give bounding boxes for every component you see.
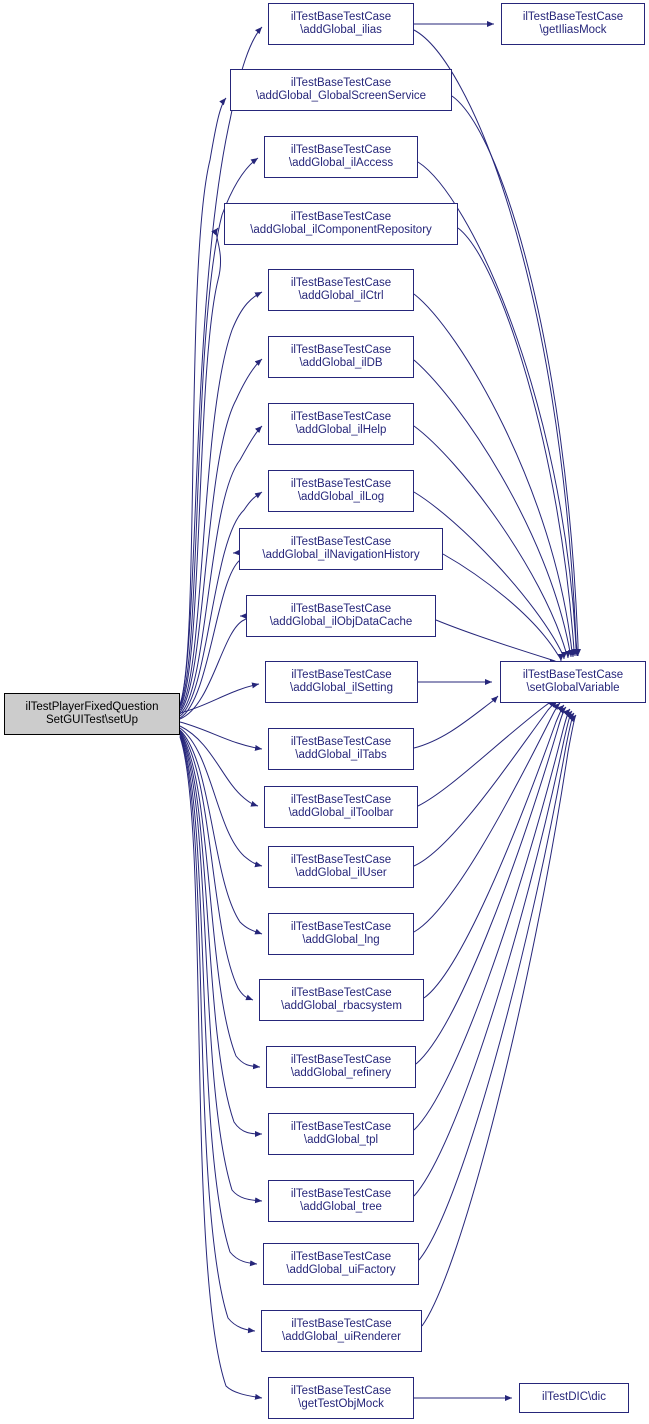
node-label-line1: ilTestBaseTestCase	[290, 1053, 392, 1066]
graph-node-addglobal-ilias[interactable]	[268, 3, 414, 45]
node-label-line2: \addGlobal_tpl	[303, 1134, 379, 1146]
node-label-line1: ilTestBaseTestCase	[290, 76, 392, 89]
graph-node-addglobal-ilctrl[interactable]	[268, 269, 414, 311]
graph-node-addglobal-tpl[interactable]	[268, 1113, 414, 1155]
graph-node-addglobal-tree[interactable]	[268, 1180, 414, 1222]
graph-node-addglobal-iltabs[interactable]	[268, 728, 414, 770]
node-label-line2: \addGlobal_ilNavigationHistory	[262, 549, 420, 561]
graph-node-addglobal-uirenderer[interactable]	[261, 1310, 422, 1352]
node-label-line2: \addGlobal_uiFactory	[286, 1264, 396, 1276]
graph-node-addglobal-globalscreenservice[interactable]	[230, 69, 452, 111]
node-label-line1: ilTestBaseTestCase	[291, 668, 392, 681]
node-label-line1: ilTestBaseTestCase	[290, 1250, 392, 1263]
graph-node-addglobal-refinery[interactable]	[266, 1046, 416, 1088]
node-label-line1: ilTestBaseTestCase	[290, 853, 392, 866]
node-label-line1: ilTestBaseTestCase	[290, 1120, 392, 1133]
node-label-line2: \addGlobal_GlobalScreenService	[255, 90, 427, 102]
node-label-line2: \getIliasMock	[539, 24, 607, 36]
graph-node-addglobal-illog[interactable]	[268, 470, 414, 512]
node-label-line2: \addGlobal_ilias	[300, 24, 382, 36]
node-label-line1: ilTestPlayerFixedQuestion	[25, 700, 159, 713]
graph-node-addglobal-lng[interactable]	[268, 913, 414, 955]
graph-node-addglobal-ilobjdatacache[interactable]	[246, 595, 436, 637]
node-label-line1: ilTestBaseTestCase	[290, 1187, 392, 1200]
node-label-line1: ilTestBaseTestCase	[290, 343, 392, 356]
graph-node-root[interactable]	[4, 693, 180, 735]
node-label-line1: ilTestBaseTestCase	[290, 477, 392, 490]
node-label-line1: ilTestBaseTestCase	[522, 10, 624, 23]
graph-node-addglobal-ilaccess[interactable]	[264, 136, 418, 178]
node-label-line2: \addGlobal_ilTabs	[295, 749, 387, 761]
node-label-line1: ilTestBaseTestCase	[291, 1317, 392, 1330]
graph-node-addglobal-ildb[interactable]	[268, 336, 414, 378]
node-label-line2: \addGlobal_tree	[300, 1201, 382, 1213]
graph-node-gettestobjmock[interactable]	[268, 1377, 414, 1419]
node-label-line1: ilTestBaseTestCase	[522, 668, 624, 681]
node-label-line2: \addGlobal_ilComponentRepository	[250, 224, 432, 236]
node-label-line1: ilTestBaseTestCase	[291, 986, 392, 999]
node-label-line2: SetGUITest\setUp	[45, 714, 139, 726]
node-label-line2: \addGlobal_ilDB	[299, 357, 383, 369]
node-label-line2: \getTestObjMock	[298, 1398, 384, 1410]
node-label-line2: \addGlobal_ilToolbar	[288, 807, 394, 819]
node-label-line1: ilTestBaseTestCase	[290, 410, 392, 423]
node-label-line2: \setGlobalVariable	[526, 682, 620, 694]
node-label-line2: \addGlobal_ilLog	[297, 491, 385, 503]
graph-node-addglobal-uifactory[interactable]	[263, 1243, 419, 1285]
graph-node-addglobal-iltoolbar[interactable]	[264, 786, 418, 828]
node-label-line2: \addGlobal_uiRenderer	[282, 1331, 401, 1343]
graph-node-addglobal-rbacsystem[interactable]	[259, 979, 424, 1021]
node-label-line1: ilTestBaseTestCase	[290, 1384, 392, 1397]
node-label-line1: ilTestBaseTestCase	[290, 210, 392, 223]
graph-node-addglobal-iluser[interactable]	[268, 846, 414, 888]
node-label-line1: ilTestBaseTestCase	[290, 735, 392, 748]
node-label-line2: \addGlobal_ilHelp	[295, 424, 387, 436]
node-label-line1: ilTestBaseTestCase	[290, 920, 392, 933]
node-label-line2: \addGlobal_ilObjDataCache	[269, 616, 413, 628]
node-label-line1: ilTestBaseTestCase	[290, 143, 392, 156]
node-label-line2: \addGlobal_rbacsystem	[281, 1000, 402, 1012]
node-label-line1: ilTestBaseTestCase	[290, 602, 392, 615]
graph-node-addglobal-ilnavigationhistory[interactable]	[239, 528, 443, 570]
node-label-line2: \addGlobal_lng	[302, 934, 380, 946]
node-label-line1: ilTestDIC\dic	[542, 1391, 606, 1404]
node-label-line2: \addGlobal_ilAccess	[288, 157, 394, 169]
graph-node-getiliasmock[interactable]	[501, 3, 645, 45]
node-label-line2: \addGlobal_ilUser	[295, 867, 387, 879]
node-label-line1: ilTestBaseTestCase	[290, 10, 392, 23]
node-label-line2: \addGlobal_ilSetting	[290, 682, 393, 694]
node-label-line1: ilTestBaseTestCase	[290, 276, 392, 289]
graph-node-setglobalvariable[interactable]	[500, 661, 646, 703]
node-label-line1: ilTestBaseTestCase	[290, 793, 392, 806]
graph-node-addglobal-ilsetting[interactable]	[265, 661, 418, 703]
node-label-line2: \addGlobal_ilCtrl	[298, 290, 384, 302]
node-label-line2: \addGlobal_refinery	[290, 1067, 392, 1079]
graph-node-iltestdic-dic[interactable]	[519, 1383, 629, 1413]
graph-node-addglobal-ilhelp[interactable]	[268, 403, 414, 445]
node-label-line1: ilTestBaseTestCase	[290, 535, 392, 548]
graph-node-addglobal-ilcomponentrepository[interactable]	[224, 203, 458, 245]
